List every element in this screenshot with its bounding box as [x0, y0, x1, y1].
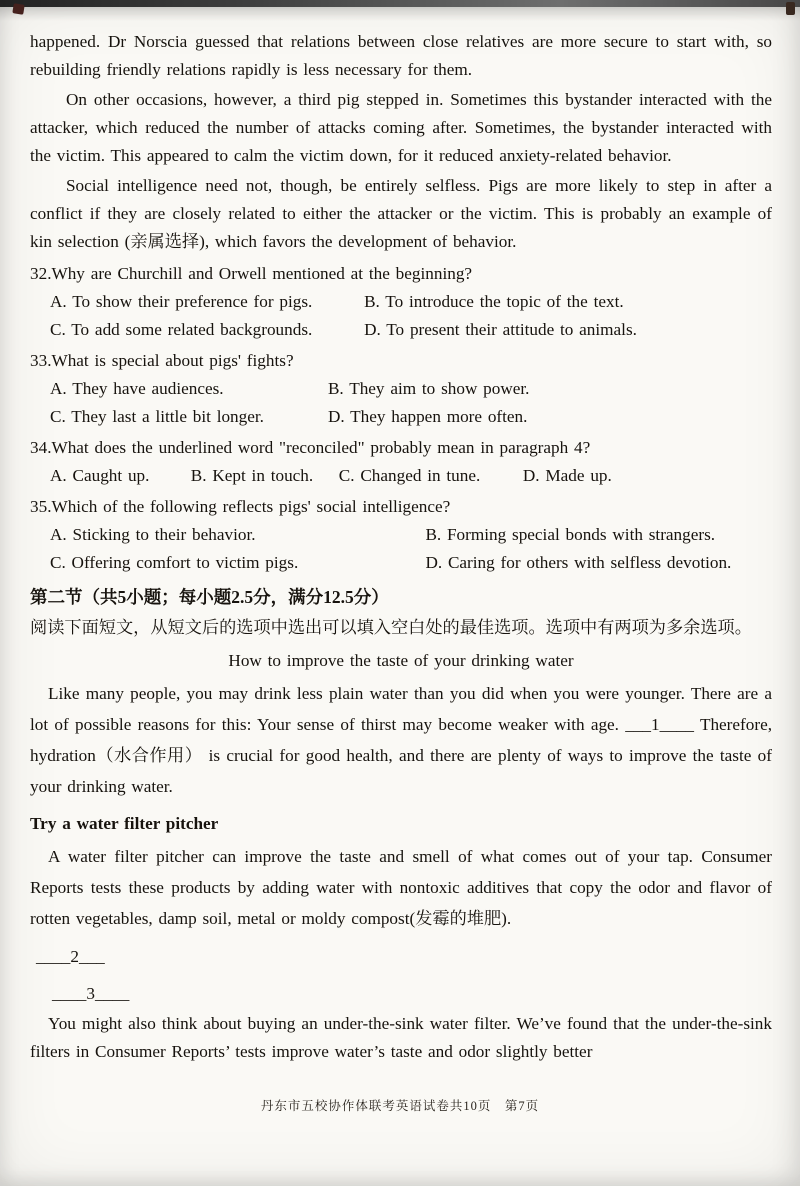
option-34-b: B. Kept in touch. — [190, 466, 314, 485]
section-2-instruction: 阅读下面短文，从短文后的选项中选出可以填入空白处的最佳选项。选项中有两项为多余选项。 — [30, 618, 752, 637]
option-34-d: D. Made up. — [522, 466, 612, 485]
option-35-a: A. Sticking to their behavior. — [50, 525, 256, 544]
blank-2: ____2___ — [36, 947, 105, 966]
cloze-paragraph-2: A water filter pitcher can improve the taste and smell of what comes out of your tap. Consumer Reports tests these products by adding water with nontoxic additives that copy the odor and flavor of rotten vegetables, damp soil, metal or moldy compost(发霉的堆肥). — [30, 847, 772, 928]
page-content — [30, 26, 772, 1066]
scan-top-edge — [0, 0, 800, 7]
scan-corner-mark-right — [786, 2, 795, 15]
option-32-a: A. To show their preference for pigs. — [50, 292, 313, 311]
option-35-c: C. Offering comfort to victim pigs. — [50, 553, 299, 572]
section-2-heading: 第二节（共5小题；每小题2.5分，满分12.5分） — [30, 587, 389, 607]
cloze-paragraph-1: Like many people, you may drink less plain water than you did when you were younger. There are a lot of possible reasons for this: Your sense of thirst may become weaker with age. ___1____ Therefore, hydration（水合作用） is crucial for good health, and there are plenty of ways to improve the taste of your drinking water. — [30, 684, 772, 796]
cloze-paragraph-3: You might also think about buying an under-the-sink water filter. We’ve found that the under-the-sink filters in Consumer Reports’ tests improve water’s taste and odor slightly better — [30, 1014, 772, 1061]
question-35 — [30, 493, 772, 577]
passage-paragraph-2: On other occasions, however, a third pig stepped in. Sometimes this bystander interacted with the attacker, which reduced the number of attacks coming after. Sometimes, the bystander interacted with the victim. This appeared to calm the victim down, for it reduced anxiety-related behavior. — [30, 90, 772, 165]
scan-corner-mark-left — [12, 3, 24, 15]
option-35-d: D. Caring for others with selfless devotion. — [425, 553, 732, 572]
question-34-options-row — [30, 462, 772, 490]
question-33-options-row-2 — [30, 403, 772, 431]
section-2 — [30, 583, 772, 1066]
page-footer: 丹东市五校协作体联考英语试卷共10页 第7页 — [260, 1099, 540, 1113]
question-32-options-row-2 — [30, 316, 772, 344]
option-33-b: B. They aim to show power. — [327, 379, 530, 398]
question-35-stem: 35.Which of the following reflects pigs' social intelligence? — [30, 497, 451, 516]
cloze-subheading-1: Try a water filter pitcher — [30, 814, 219, 833]
question-34 — [30, 434, 772, 490]
question-33-options-row-1 — [30, 375, 772, 403]
option-32-c: C. To add some related backgrounds. — [50, 320, 313, 339]
option-33-c: C. They last a little bit longer. — [50, 407, 264, 426]
option-33-d: D. They happen more often. — [327, 407, 528, 426]
blank-3: ____3____ — [52, 984, 130, 1003]
option-33-a: A. They have audiences. — [50, 379, 224, 398]
question-33 — [30, 347, 772, 431]
cloze-passage-title: How to improve the taste of your drinking water — [228, 651, 574, 670]
question-32-stem: 32.Why are Churchill and Orwell mentioned at the beginning? — [30, 264, 473, 283]
question-35-options-row-2 — [30, 549, 772, 577]
question-35-options-row-1 — [30, 521, 772, 549]
option-34-c: C. Changed in tune. — [338, 466, 481, 485]
passage-paragraph-continuation: happened. Dr Norscia guessed that relations between close relatives are more secure to start with, so rebuilding friendly relations rapidly is less necessary for them. — [30, 32, 772, 79]
question-32 — [30, 260, 772, 344]
question-34-stem: 34.What does the underlined word "reconciled" probably mean in paragraph 4? — [30, 438, 591, 457]
scan-top-shadow — [0, 7, 800, 21]
option-32-d: D. To present their attitude to animals. — [364, 320, 637, 339]
passage-paragraph-3: Social intelligence need not, though, be entirely selfless. Pigs are more likely to step in after a conflict if they are closely related to either the attacker or the victim. This is probably an example of kin selection (亲属选择), which favors the development of behavior. — [30, 176, 772, 251]
question-33-stem: 33.What is special about pigs' fights? — [30, 351, 294, 370]
option-34-a: A. Caught up. — [50, 466, 150, 485]
option-32-b: B. To introduce the topic of the text. — [364, 292, 624, 311]
question-32-options-row-1 — [30, 288, 772, 316]
option-35-b: B. Forming special bonds with strangers. — [425, 525, 716, 544]
